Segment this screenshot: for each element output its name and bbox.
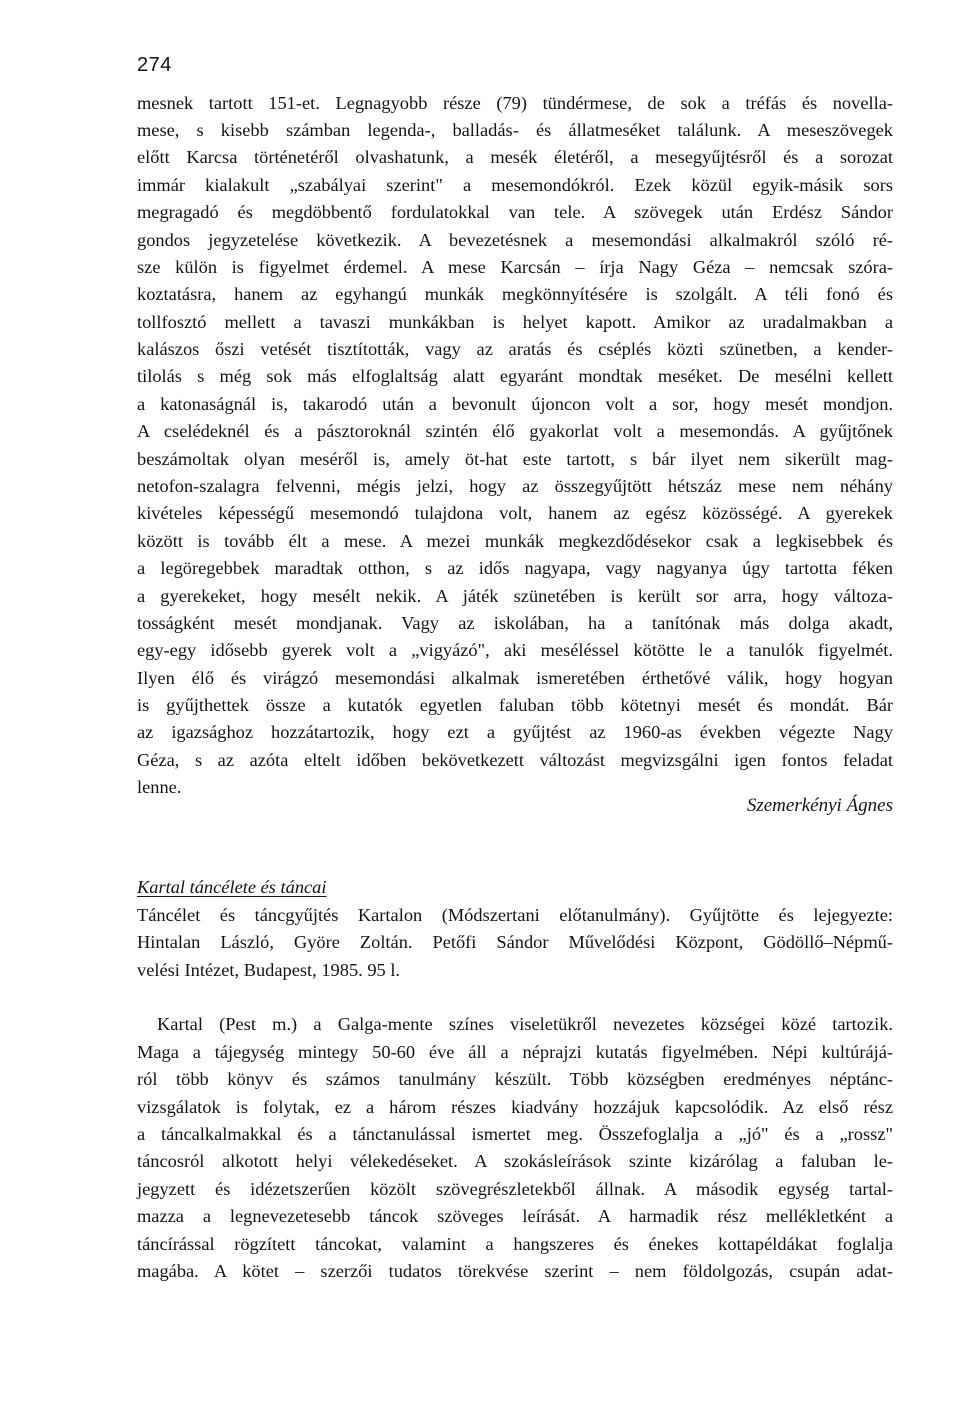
text-line: gondos jegyzetelése következik. A bevezetésnek a mesemondási alkalmakról szóló ré- — [137, 230, 893, 250]
text-line: táncosról alkotott helyi vélekedéseket. A szokásleírások szinte kizárólag a faluban le- — [137, 1151, 893, 1171]
text-line: kivételes képességű mesemondó tulajdona volt, hanem az egész közösségé. A gyerekek — [137, 503, 893, 523]
text-line: az igazsághoz hozzátartozik, hogy ezt a gyűjtést az 1960-as években végezte Nagy — [137, 722, 893, 742]
text-line: megragadó és megdöbbentő fordulatokkal van tele. A szövegek után Erdész Sándor — [137, 202, 893, 222]
text-line: Ilyen élő és virágzó mesemondási alkalmak ismeretében érthetővé válik, hogy hogyan — [137, 668, 893, 688]
reviewer-signature: Szemerkényi Ágnes — [746, 795, 893, 816]
text-line: sze külön is figyelmet érdemel. A mese Karcsán – írja Nagy Géza – nemcsak szóra- — [137, 257, 893, 277]
text-line: lenne. — [137, 777, 182, 797]
text-line: koztatásra, hanem az egyhangú munkák megkönnyítésére is szolgált. A téli fonó és — [137, 284, 893, 304]
text-line: Hintalan László, Györe Zoltán. Petőfi Sándor Művelődési Központ, Gödöllő–Népmű- — [137, 932, 893, 952]
text-line: mesnek tartott 151-et. Legnagyobb része (79) tündérmese, de sok a tréfás és novella- — [137, 93, 893, 113]
text-line: között is tovább élt a mese. A mezei munkák megkezdődésekor csak a legkisebbek és — [137, 531, 893, 551]
text-line: a gyerekeket, hogy mesélt nekik. A játék szünetében is került sor arra, hogy változa- — [137, 586, 893, 606]
text-line: immár kialakult „szabályai szerint" a mesemondókról. Ezek közül egyik-másik sors — [137, 175, 893, 195]
text-line: tosságként mesét mondjanak. Vagy az iskolában, ha a tanítónak más dolga akadt, — [137, 613, 893, 633]
text-line: tilolás s még sok más elfoglaltság alatt egyaránt mondtak meséket. De mesélni kellett — [137, 366, 893, 386]
text-line: ról több könyv és számos tanulmány készült. Több községben eredményes néptánc- — [137, 1069, 893, 1089]
text-line: Maga a tájegység mintegy 50-60 éve áll a néprajzi kutatás figyelmében. Népi kultúrájá- — [137, 1042, 893, 1062]
text-line: magába. A kötet – szerzői tudatos törekvése szerint – nem földolgozás, csupán adat- — [137, 1261, 893, 1281]
text-line: velési Intézet, Budapest, 1985. 95 l. — [137, 960, 401, 980]
text-line: Géza, s az azóta eltelt időben bekövetkezett változást megvizsgálni igen fontos feladat — [137, 750, 893, 770]
text-line: mese, s kisebb számban legenda-, balladás- és állatmeséket találunk. A meseszövegek — [137, 120, 893, 140]
text-line: beszámoltak olyan meséről is, amely öt-hat este tartott, s bár ilyet nem sikerült mag- — [137, 449, 893, 469]
text-line: a katonaságnál is, takarodó után a bevonult újoncon volt a sor, hogy mesét mondjon. — [137, 394, 893, 414]
text-line: a legöregebbek maradtak otthon, s az idős nagyapa, vagy nagyanya úgy tartotta féken — [137, 558, 893, 578]
page-number: 274 — [137, 54, 172, 76]
text-line: A cselédeknél és a pásztoroknál szintén élő gyakorlat volt a mesemondás. A gyűjtőnek — [137, 421, 893, 441]
text-line: vizsgálatok is folytak, ez a három részes kiadvány hozzájuk kapcsolódik. Az első rész — [137, 1097, 893, 1117]
text-line: a táncalkalmakkal és a tánctanulással ismertet meg. Összefoglalja a „jó" és a „rossz" — [137, 1124, 893, 1144]
text-line: Kartal (Pest m.) a Galga-mente színes viseletükről nevezetes községei közé tartozik. — [157, 1014, 893, 1034]
text-line: kalászos őszi vetését tisztították, vagy az aratás és cséplés közti szünetben, a kender- — [137, 339, 893, 359]
text-line: tollfosztó mellett a tavaszi munkákban is helyet kapott. Amikor az uradalmakban a — [137, 312, 893, 332]
review-title: Kartal táncélete és táncai — [137, 877, 327, 897]
text-line: jegyzett és idézetszerűen közölt szövegrészletekből állnak. A második egység tartal- — [137, 1179, 893, 1199]
text-line: is gyűjthettek össze a kutatók egyetlen faluban több kötetnyi mesét és mondát. Bár — [137, 695, 893, 715]
text-line: Táncélet és táncgyűjtés Kartalon (Módszertani előtanulmány). Gyűjtötte és lejegyezte: — [137, 905, 893, 925]
text-line: előtt Karcsa történetéről olvashatunk, a mesék életéről, a mesegyűjtésről és a sorozat — [137, 147, 893, 167]
text-line: mazza a legnevezetesebb táncok szöveges leírását. A harmadik rész mellékletként a — [137, 1206, 893, 1226]
text-line: egy-egy idősebb gyerek volt a „vigyázó", aki meséléssel kötötte le a tanulók figyelmét. — [137, 640, 893, 660]
text-line: táncírással rögzített táncokat, valamint a hangszeres és énekes kottapéldákat foglalja — [137, 1234, 893, 1254]
text-line: netofon-szalagra felvenni, mégis jelzi, hogy az összegyűjtött hétszáz mese nem néhány — [137, 476, 893, 496]
